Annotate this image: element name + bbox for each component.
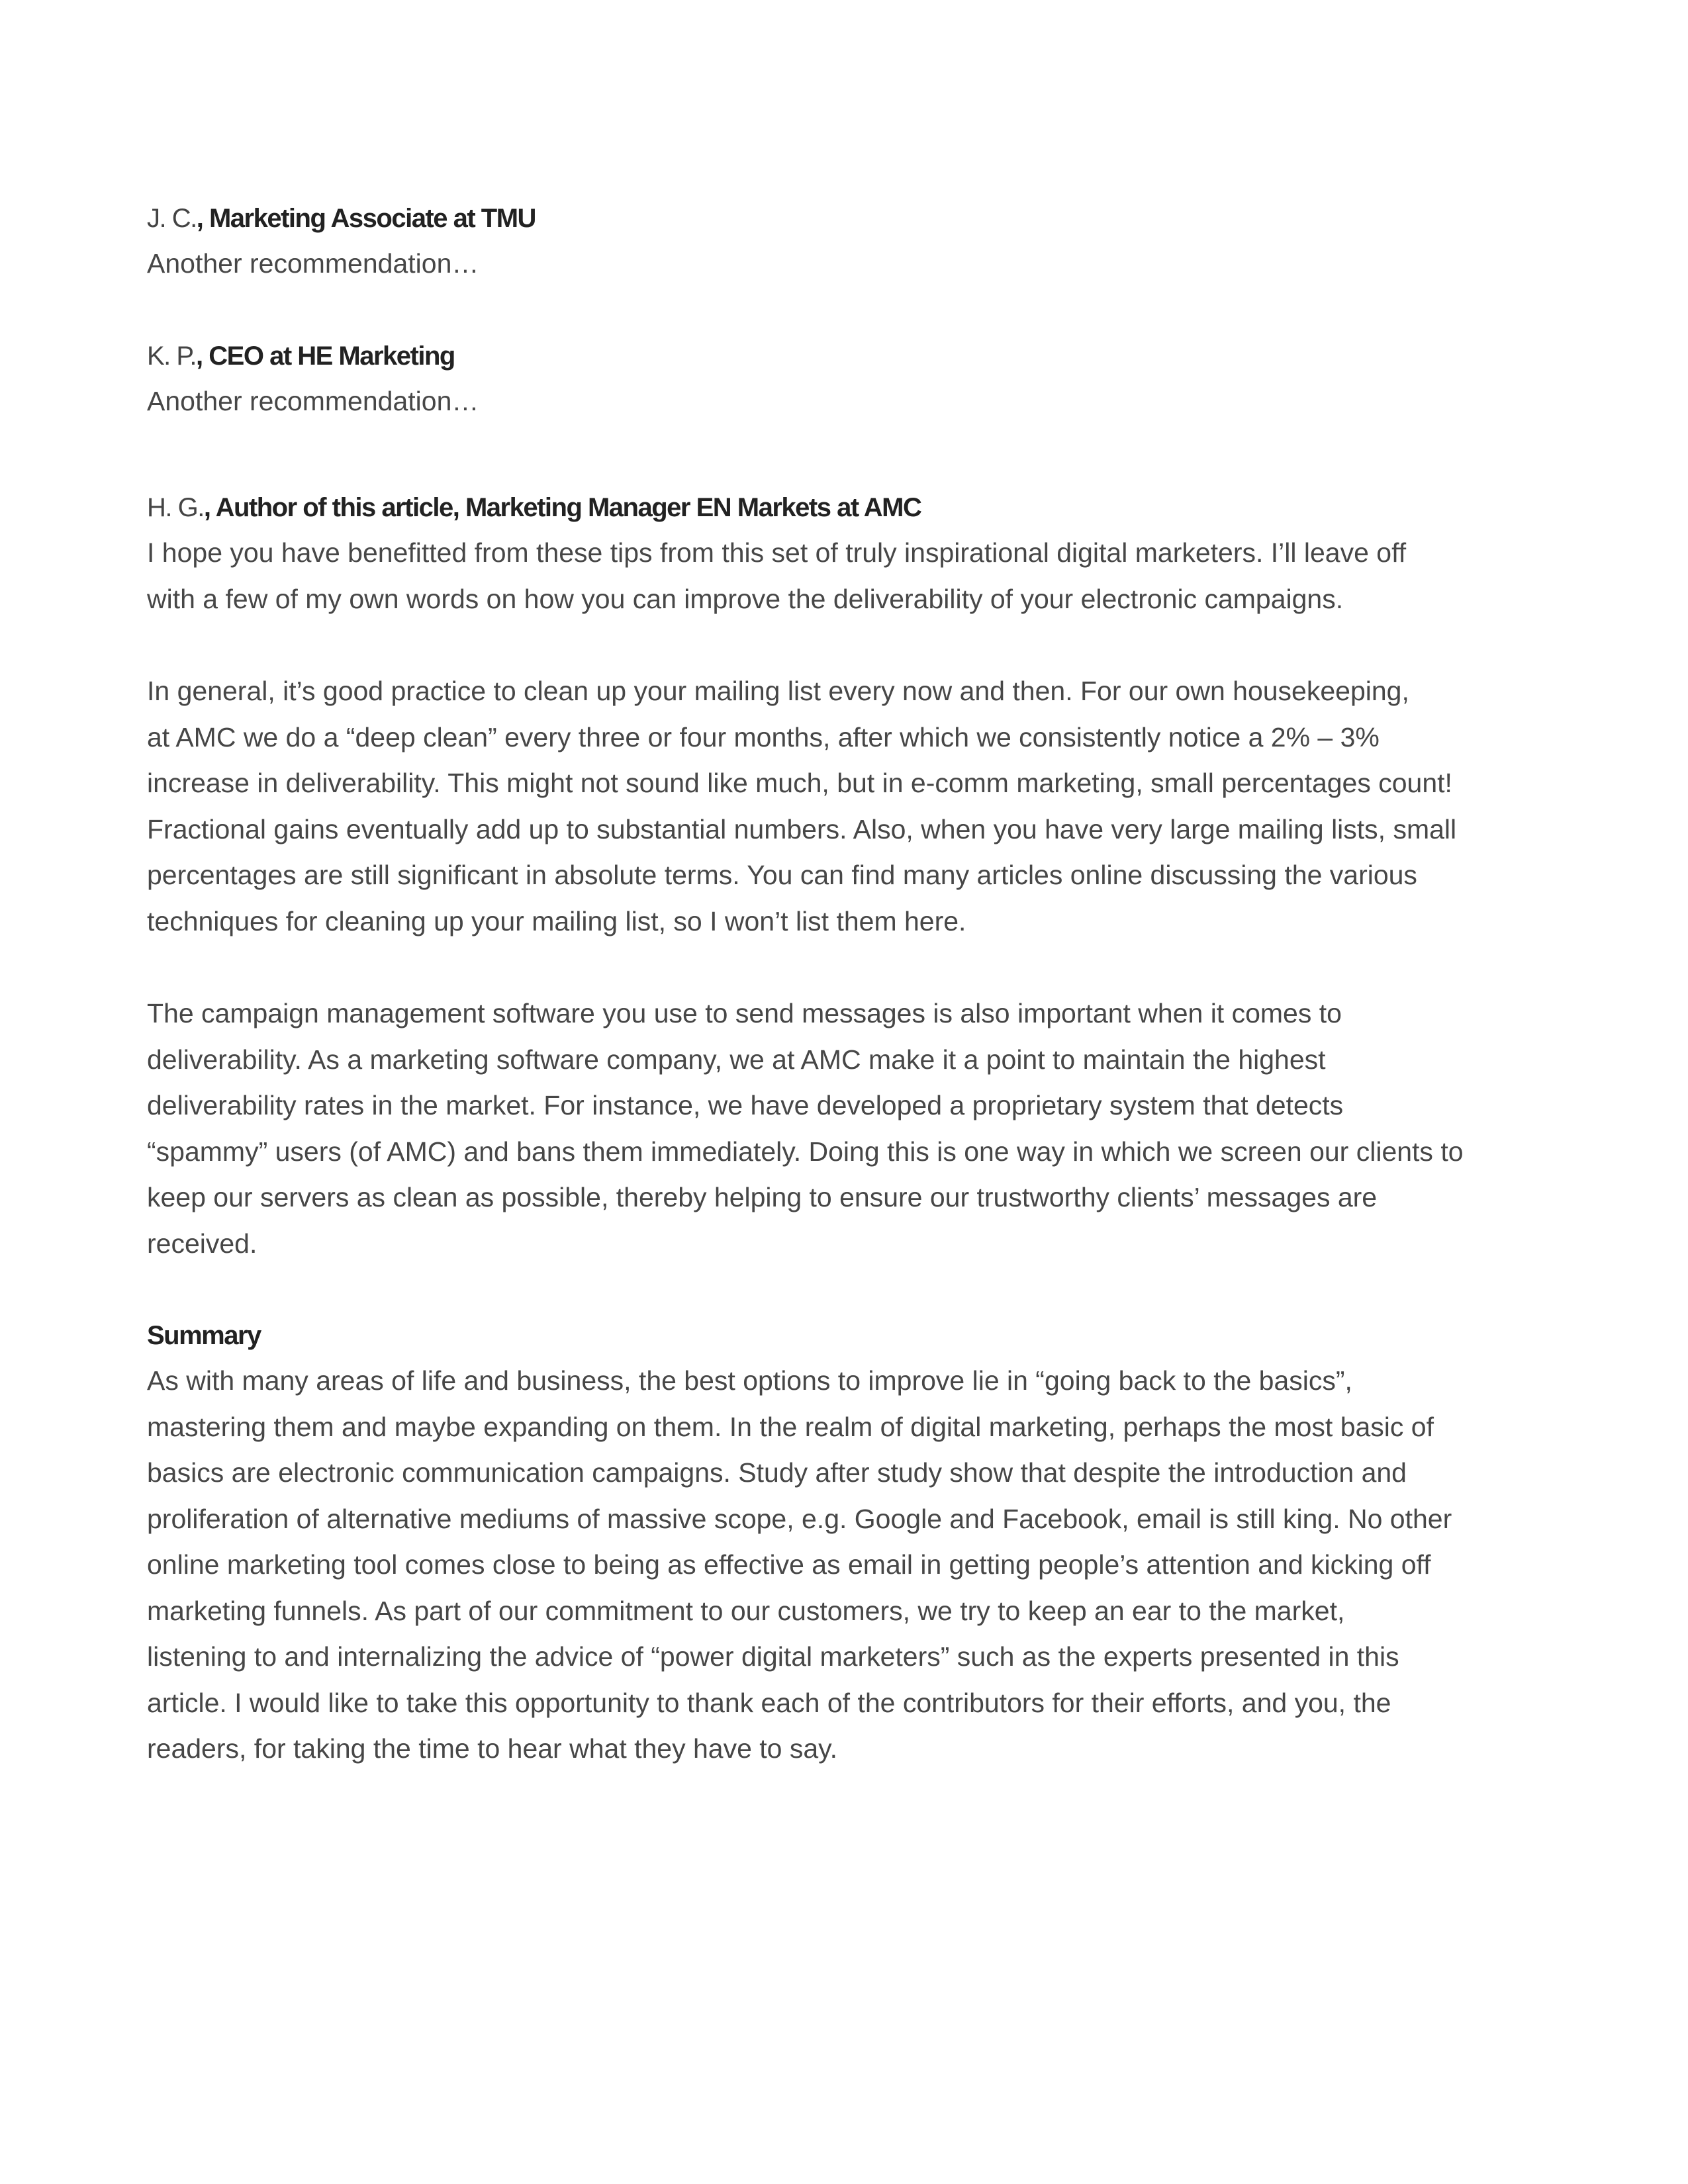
- text-line: increase in deliverability. This might not sound like much, but in e-comm marketing, small percentages count!: [147, 768, 1452, 798]
- text-line: at AMC we do a “deep clean” every three or four months, after which we consistently notice a 2% – 3%: [147, 721, 1380, 752]
- recommender-role: , Marketing Associate at TMU: [196, 204, 536, 233]
- text-line: I hope you have benefitted from these tips from this set of truly inspirational digital marketers. I’ll leave off: [147, 537, 1407, 568]
- recommender-initials: J. C.: [147, 204, 197, 233]
- text-line: In general, it’s good practice to clean up your mailing list every now and then. For our own housekeeping,: [147, 676, 1409, 706]
- text-line: article. I would like to take this opportunity to thank each of the contributors for their efforts, and you, the: [147, 1687, 1391, 1718]
- text-line: received.: [147, 1228, 258, 1259]
- recommender-role: , CEO at HE Marketing: [196, 341, 455, 371]
- text-line: deliverability. As a marketing software company, we at AMC make it a point to maintain the highest: [147, 1044, 1326, 1075]
- text-line: percentages are still significant in absolute terms. You can find many articles online discussing the various: [147, 860, 1417, 890]
- text-line: Fractional gains eventually add up to substantial numbers. Also, when you have very large mailing lists, small: [147, 813, 1457, 844]
- body-paragraph: [147, 530, 1550, 622]
- recommender-initials: K. P.: [147, 341, 197, 371]
- text-line: marketing funnels. As part of our commitment to our customers, we try to keep an ear to the market,: [147, 1595, 1345, 1626]
- text-line: with a few of my own words on how you can improve the deliverability of your electronic campaigns.: [147, 583, 1344, 614]
- recommendation-text: Another recommendation…: [147, 248, 479, 279]
- author-initials: H. G.: [147, 493, 204, 522]
- summary-paragraph: [147, 1358, 1550, 1772]
- summary-section: [147, 1313, 1550, 1772]
- text-line: deliverability rates in the market. For instance, we have developed a proprietary system that detects: [147, 1090, 1344, 1120]
- text-line: online marketing tool comes close to being as effective as email in getting people’s attention and kicking off: [147, 1549, 1431, 1580]
- recommendation-text: Another recommendation…: [147, 385, 479, 416]
- text-line: As with many areas of life and business, the best options to improve lie in “going back to the basics”,: [147, 1365, 1352, 1396]
- body-paragraph: [147, 668, 1550, 944]
- text-line: readers, for taking the time to hear what they have to say.: [147, 1733, 838, 1764]
- text-line: basics are electronic communication campaigns. Study after study show that despite the introduction and: [147, 1457, 1407, 1488]
- recommendation-block: [147, 334, 1550, 425]
- text-line: techniques for cleaning up your mailing list, so I won’t list them here.: [147, 905, 966, 936]
- author-heading: [147, 485, 1550, 530]
- text-line: mastering them and maybe expanding on them. In the realm of digital marketing, perhaps the most basic of: [147, 1411, 1434, 1442]
- recommendation-heading: [147, 334, 1550, 379]
- author-role: , Author of this article, Marketing Manager EN Markets at AMC: [203, 493, 921, 522]
- text-line: proliferation of alternative mediums of massive scope, e.g. Google and Facebook, email is still king. No other: [147, 1503, 1452, 1534]
- text-line: listening to and internalizing the advice of “power digital marketers” such as the experts presented in this: [147, 1641, 1399, 1672]
- recommendation-block: [147, 196, 1550, 287]
- document-page: [147, 196, 1550, 1772]
- recommendation-heading: [147, 196, 1550, 241]
- author-block: [147, 485, 1550, 1267]
- text-line: keep our servers as clean as possible, thereby helping to ensure our trustworthy clients’ messages are: [147, 1182, 1378, 1212]
- text-line: The campaign management software you use to send messages is also important when it comes to: [147, 998, 1342, 1028]
- summary-heading: Summary: [147, 1321, 261, 1350]
- text-line: “spammy” users (of AMC) and bans them immediately. Doing this is one way in which we screen our clients to: [147, 1136, 1464, 1167]
- body-paragraph: [147, 991, 1550, 1267]
